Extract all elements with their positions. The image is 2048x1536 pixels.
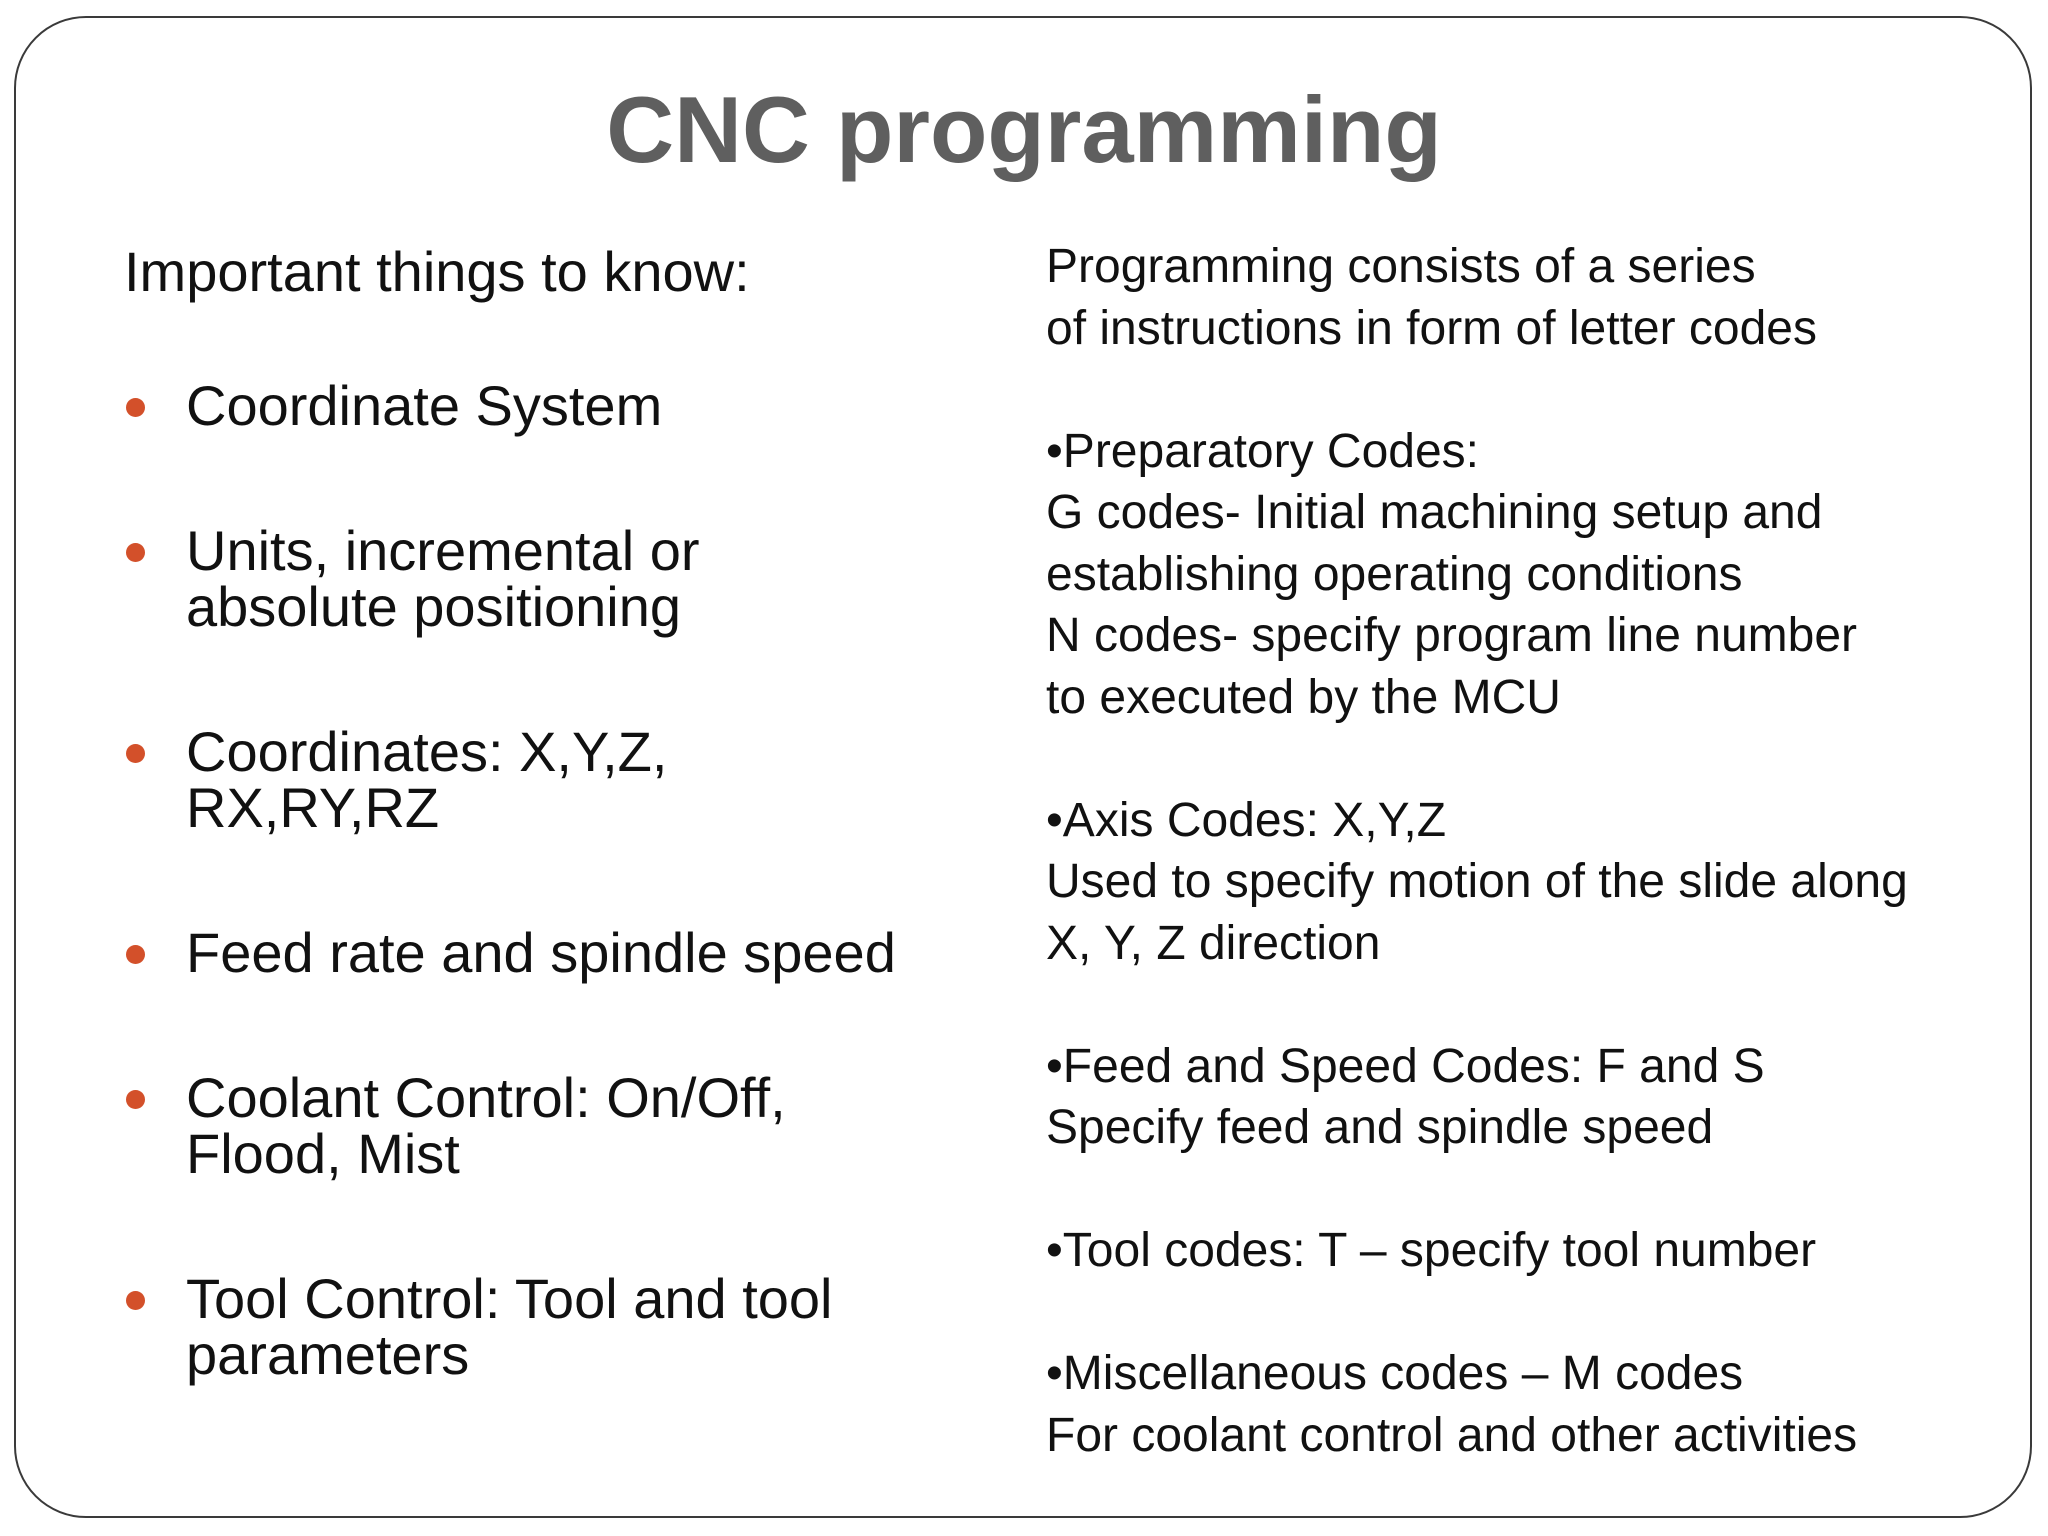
bullet-line: Feed rate and spindle speed bbox=[186, 921, 896, 984]
bullet-dot-icon bbox=[126, 398, 145, 417]
paragraph-feed-speed-codes bbox=[1046, 1036, 1996, 1159]
text-line: of instructions in form of letter codes bbox=[1046, 301, 1817, 355]
bullet-dot-icon bbox=[126, 1090, 145, 1109]
intro-text: Important things to know: bbox=[124, 240, 750, 303]
text-line: establishing operating conditions bbox=[1046, 547, 1743, 601]
paragraph-intro bbox=[1046, 236, 1996, 359]
bullet-dot-icon bbox=[126, 945, 145, 964]
paragraph-misc-codes bbox=[1046, 1343, 1996, 1466]
list-item bbox=[124, 1267, 984, 1386]
slide-title: CNC programming bbox=[606, 77, 1442, 182]
bullet-line: Flood, Mist bbox=[186, 1122, 460, 1185]
bullet-line: parameters bbox=[186, 1323, 470, 1386]
bullet-list bbox=[124, 374, 984, 1386]
text-line: •Preparatory Codes: bbox=[1046, 424, 1480, 478]
bullet-line: Units, incremental or bbox=[186, 519, 700, 582]
text-line: For coolant control and other activities bbox=[1046, 1408, 1858, 1462]
text-line: to executed by the MCU bbox=[1046, 670, 1561, 724]
bullet-line: Coordinate System bbox=[186, 374, 663, 437]
text-line: Specify feed and spindle speed bbox=[1046, 1101, 1714, 1154]
bullet-line: Coolant Control: On/Off, bbox=[186, 1066, 786, 1129]
text-line: •Tool codes: T – specify tool number bbox=[1046, 1224, 1817, 1277]
list-item bbox=[124, 1066, 984, 1185]
text-line: •Feed and Speed Codes: F and S bbox=[1046, 1039, 1765, 1093]
list-item bbox=[124, 374, 984, 437]
bullet-line: Tool Control: Tool and tool bbox=[186, 1267, 833, 1330]
text-line: X, Y, Z direction bbox=[1046, 916, 1381, 970]
list-item bbox=[124, 921, 984, 984]
paragraph-tool-codes bbox=[1046, 1220, 1996, 1282]
list-item bbox=[124, 519, 984, 638]
paragraph-preparatory-codes bbox=[1046, 421, 1996, 729]
right-column bbox=[1046, 236, 1996, 1528]
bullet-dot-icon bbox=[126, 744, 145, 763]
bullet-line: Coordinates: X,Y,Z, bbox=[186, 720, 668, 783]
bullet-line: absolute positioning bbox=[186, 575, 682, 638]
bullet-dot-icon bbox=[126, 1291, 145, 1310]
text-line: •Axis Codes: X,Y,Z bbox=[1046, 793, 1447, 847]
text-line: •Miscellaneous codes – M codes bbox=[1046, 1347, 1744, 1400]
text-line: N codes- specify program line number bbox=[1046, 609, 1858, 662]
bullet-dot-icon bbox=[126, 543, 145, 562]
text-line: Programming consists of a series bbox=[1046, 240, 1756, 293]
left-column bbox=[124, 240, 984, 1472]
text-line: Used to specify motion of the slide along bbox=[1046, 855, 1908, 908]
text-line: G codes- Initial machining setup and bbox=[1046, 486, 1823, 539]
bullet-line: RX,RY,RZ bbox=[186, 776, 440, 839]
list-item bbox=[124, 720, 984, 839]
paragraph-axis-codes bbox=[1046, 790, 1996, 975]
